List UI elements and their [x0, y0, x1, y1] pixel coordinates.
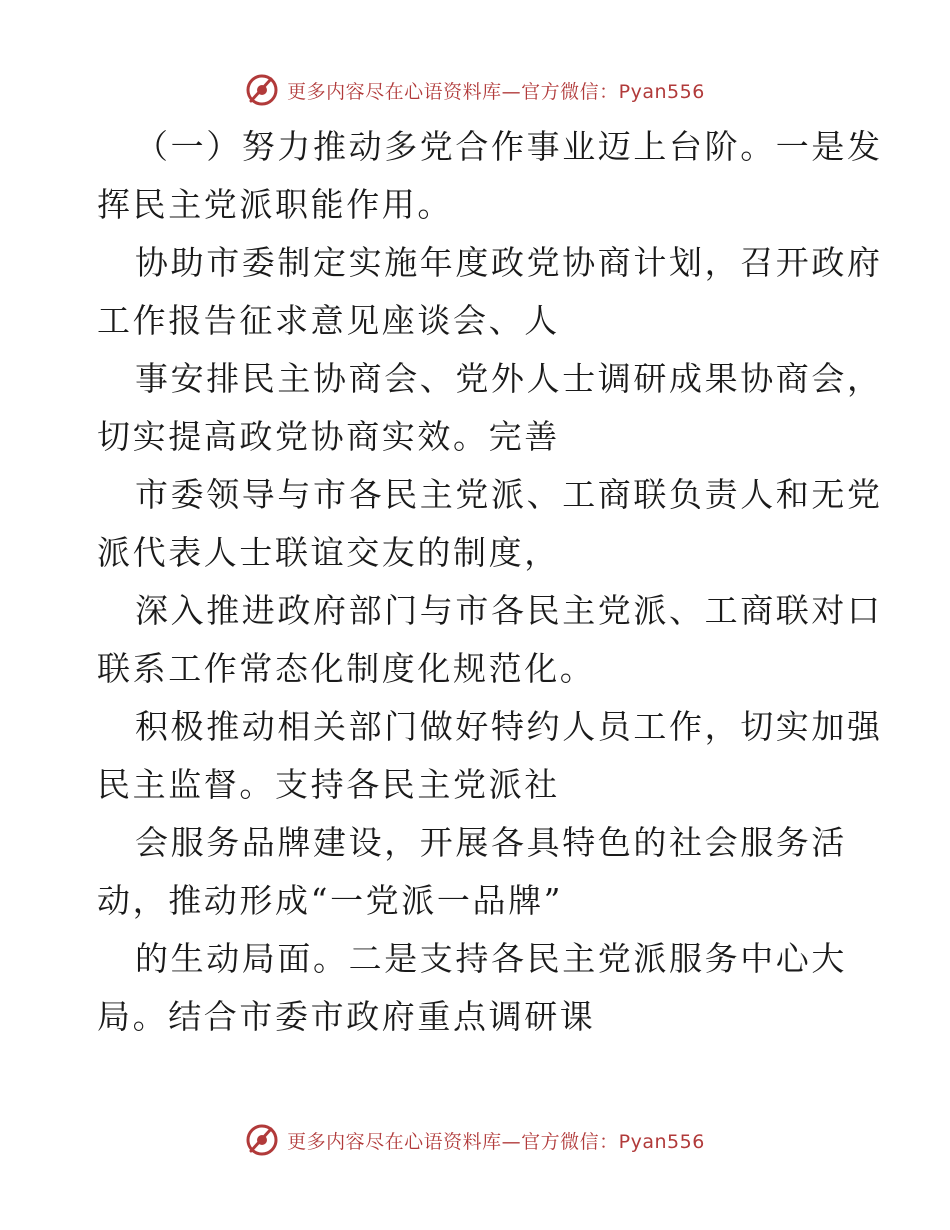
text-line: 事安排民主协商会、党外人士调研成果协商会，: [135, 359, 883, 398]
text-line: 联系工作常态化制度化规范化。: [97, 649, 596, 688]
watermark-text: 更多内容尽在心语资料库—官方微信：Pyan556: [287, 80, 705, 103]
text-line: 切实提高政党协商实效。完善: [97, 417, 560, 456]
header-watermark: [0, 70, 950, 110]
text-line: 民主监督。支持各民主党派社: [97, 765, 560, 804]
text-line: 工作报告征求意见座谈会、人: [97, 301, 560, 340]
text-line: 挥民主党派职能作用。: [97, 185, 453, 224]
text-line: 会服务品牌建设，开展各具特色的社会服务活: [135, 823, 847, 862]
text-line: 积极推动相关部门做好特约人员工作，切实加强: [135, 707, 883, 746]
footer-watermark: [0, 1120, 950, 1160]
text-line: 深入推进政府部门与市各民主党派、工商联对口: [135, 591, 883, 630]
watermark-text: 更多内容尽在心语资料库—官方微信：Pyan556: [287, 1130, 705, 1153]
text-line: 市委领导与市各民主党派、工商联负责人和无党: [135, 475, 883, 514]
logo-icon: [245, 73, 279, 107]
text-line: 的生动局面。二是支持各民主党派服务中心大: [135, 939, 847, 978]
document-body: [97, 118, 883, 1046]
text-line: 动，推动形成“一党派一品牌”: [97, 881, 564, 920]
text-line: 派代表人士联谊交友的制度，: [97, 533, 560, 572]
text-line: （一）努力推动多党合作事业迈上台阶。一是发: [135, 127, 883, 166]
text-line: 协助市委制定实施年度政党协商计划，召开政府: [135, 243, 883, 282]
text-line: 局。结合市委市政府重点调研课: [97, 997, 596, 1036]
logo-icon: [245, 1123, 279, 1157]
